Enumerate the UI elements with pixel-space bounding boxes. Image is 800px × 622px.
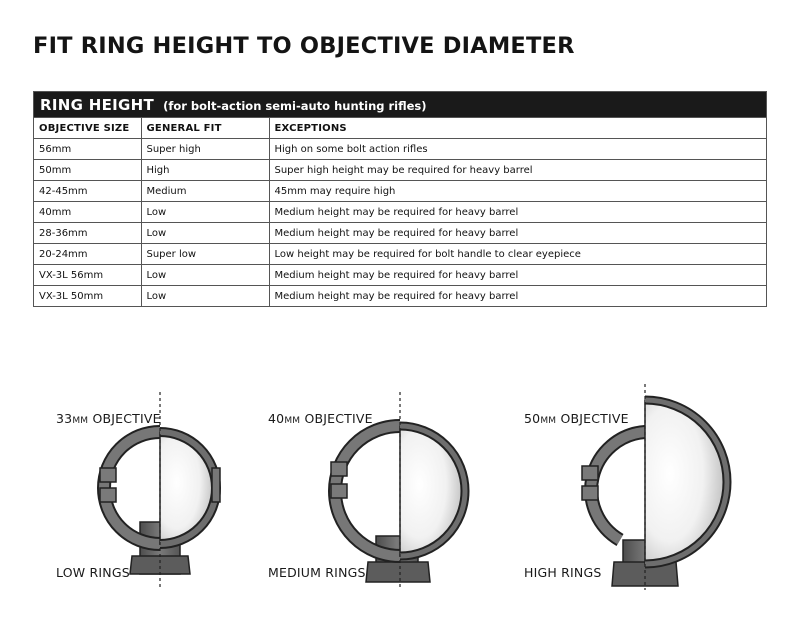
cell-objective-size: 50mm xyxy=(34,160,141,181)
table-row xyxy=(34,139,766,160)
cell-objective-size: 40mm xyxy=(34,202,141,223)
medium-ring-scope-section xyxy=(400,426,465,556)
ring-height-table xyxy=(33,91,767,307)
cell-objective-size: 56mm xyxy=(34,139,141,160)
objective-word: OBJECTIVE xyxy=(304,411,373,426)
objective-unit: MM xyxy=(284,416,301,426)
low-objective-label xyxy=(56,411,161,426)
medium-rings-label: MEDIUM RINGS xyxy=(268,565,366,580)
cell-objective-size: 28-36mm xyxy=(34,223,141,244)
table-row xyxy=(34,244,766,265)
ring-height-grid xyxy=(34,117,766,306)
table-row xyxy=(34,265,766,286)
table-row xyxy=(34,202,766,223)
cell-exceptions: 45mm may require high xyxy=(269,181,766,202)
objective-unit: MM xyxy=(540,416,557,426)
objective-number: 50 xyxy=(524,411,541,426)
cell-general-fit: Super high xyxy=(141,139,269,160)
cell-general-fit: Medium xyxy=(141,181,269,202)
objective-unit: MM xyxy=(72,416,89,426)
table-row xyxy=(34,223,766,244)
cell-exceptions: Low height may be required for bolt handle to clear eyepiece xyxy=(269,244,766,265)
high-ring-scope-section xyxy=(645,400,727,564)
medium-objective-label xyxy=(268,411,373,426)
cell-exceptions: Medium height may be required for heavy barrel xyxy=(269,286,766,307)
low-rings-label: LOW RINGS xyxy=(56,565,130,580)
objective-word: OBJECTIVE xyxy=(92,411,161,426)
cell-general-fit: Low xyxy=(141,223,269,244)
cell-general-fit: Low xyxy=(141,202,269,223)
table-subtitle: (for bolt-action semi-auto hunting rifles) xyxy=(163,99,427,113)
cell-exceptions: Medium height may be required for heavy barrel xyxy=(269,202,766,223)
ring-diagrams xyxy=(0,340,800,622)
cell-general-fit: Low xyxy=(141,286,269,307)
cell-objective-size: 20-24mm xyxy=(34,244,141,265)
high-rings-label: HIGH RINGS xyxy=(524,565,602,580)
column-header-objective-size: OBJECTIVE SIZE xyxy=(34,118,141,139)
high-objective-label xyxy=(524,411,629,426)
column-header-exceptions: EXCEPTIONS xyxy=(269,118,766,139)
cell-objective-size: VX-3L 56mm xyxy=(34,265,141,286)
table-row xyxy=(34,160,766,181)
cell-objective-size: VX-3L 50mm xyxy=(34,286,141,307)
objective-number: 40 xyxy=(268,411,285,426)
objective-word: OBJECTIVE xyxy=(560,411,629,426)
table-row xyxy=(34,286,766,307)
cell-exceptions: Medium height may be required for heavy barrel xyxy=(269,265,766,286)
cell-general-fit: Low xyxy=(141,265,269,286)
low-ring-scope-section xyxy=(160,432,220,544)
table-row xyxy=(34,181,766,202)
table-header-row xyxy=(34,118,766,139)
cell-general-fit: Super low xyxy=(141,244,269,265)
objective-number: 33 xyxy=(56,411,73,426)
table-title: RING HEIGHT xyxy=(40,96,154,114)
cell-objective-size: 42-45mm xyxy=(34,181,141,202)
table-title-bar xyxy=(34,92,766,117)
high-ring-clamp-left xyxy=(582,432,645,540)
cell-general-fit: High xyxy=(141,160,269,181)
column-header-general-fit: GENERAL FIT xyxy=(141,118,269,139)
cell-exceptions: High on some bolt action rifles xyxy=(269,139,766,160)
page-title: FIT RING HEIGHT TO OBJECTIVE DIAMETER xyxy=(33,33,575,59)
cell-exceptions: Super high height may be required for heavy barrel xyxy=(269,160,766,181)
cell-exceptions: Medium height may be required for heavy barrel xyxy=(269,223,766,244)
